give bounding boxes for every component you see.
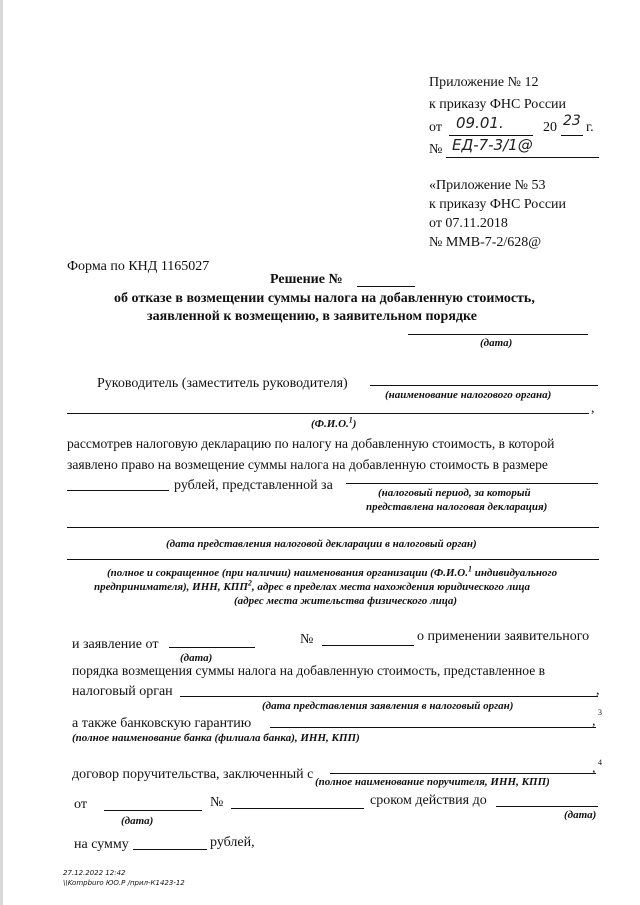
contract-date-line <box>104 810 202 811</box>
decision-date-caption: (дата) <box>480 337 513 349</box>
order-year-suffix: г. <box>586 120 594 135</box>
organization-caption-2b: , адрес в пределах места нахождения юридического лица <box>251 581 531 593</box>
organization-footnote-mark-1: 1 <box>467 564 472 574</box>
order-number-handwritten: ЕД-7-3/1@ <box>452 136 533 154</box>
appendix-title: Приложение № 12 <box>429 75 539 90</box>
submission-date-line <box>67 527 599 528</box>
tax-period-caption-1: (налоговый период, за который <box>378 487 531 499</box>
organization-caption-1 <box>107 564 558 580</box>
bank-guarantee-label: а также банковскую гарантию <box>72 716 252 731</box>
organization-footnote-mark-2: 2 <box>247 578 252 588</box>
head-label: Руководитель (заместитель руководителя) <box>97 376 348 391</box>
order-number-line <box>446 157 599 158</box>
fio-footnote-mark: 1 <box>348 415 353 425</box>
order-year-handwritten: 23 <box>563 113 581 129</box>
para2-line1: порядка возмещения суммы налога на добавленную стоимость, представленное в <box>72 663 546 678</box>
fio-caption <box>311 415 357 431</box>
validity-date-caption: (дата) <box>564 809 597 821</box>
bank-caption: (полное наименование банка (филиала банка), ИНН, КПП) <box>72 732 360 744</box>
application-date-caption: (дата) <box>180 652 213 664</box>
form-knd: Форма по КНД 1165027 <box>67 259 210 274</box>
validity-label: сроком действия до <box>370 793 487 808</box>
surety-contract-label: договор поручительства, заключенный с <box>72 767 314 782</box>
contract-number-sign: № <box>210 795 224 810</box>
surety-footnote-mark: 4 <box>598 758 602 767</box>
organization-caption-1a: (полное и сокращенное (при наличии) наименования организации (Ф.И.О. <box>107 567 468 579</box>
surety-caption: (полное наименование поручителя, ИНН, КПП) <box>315 776 550 788</box>
previous-order-date: от 07.11.2018 <box>429 216 508 231</box>
validity-line <box>496 806 598 807</box>
application-about: о применении заявительного <box>417 629 590 644</box>
bank-footnote-mark: 3 <box>598 708 602 717</box>
order-year-prefix: 20 <box>543 120 557 135</box>
previous-order-reference: к приказу ФНС России <box>429 197 567 212</box>
contract-number-line <box>231 808 364 809</box>
bank-line <box>270 727 596 728</box>
fio-line <box>67 413 589 414</box>
footer-file-reference: \\Kompburo ЮО.Р /прил-К1423-12 <box>63 879 185 887</box>
sum-label: на сумму <box>74 837 129 852</box>
bank-comma: , <box>592 714 596 729</box>
sum-line <box>133 849 207 850</box>
surety-comma: , <box>592 761 596 776</box>
rubles-comma-label: рублей, <box>210 835 255 850</box>
application-date-line <box>169 647 255 648</box>
surety-line <box>330 773 596 774</box>
order-year-line <box>561 135 583 136</box>
application-submission-caption: (дата представления заявления в налоговый орган) <box>262 700 514 712</box>
decision-title-line1: об отказе в возмещении суммы налога на добавленную стоимость, <box>114 291 535 306</box>
scan-edge <box>0 0 3 905</box>
decision-label: Решение № <box>270 272 343 287</box>
application-comma: , <box>596 683 600 698</box>
tax-authority-line <box>370 385 598 386</box>
tax-authority-caption: (наименование налогового органа) <box>385 389 552 401</box>
application-from: и заявление от <box>72 637 159 652</box>
previous-appendix-title: «Приложение № 53 <box>429 178 546 193</box>
application-number-line <box>322 645 414 646</box>
order-number-prefix: № <box>429 142 443 157</box>
amount-line <box>67 490 169 491</box>
footer-timestamp: 27.12.2022 12:42 <box>63 869 126 877</box>
submission-date-caption: (дата представления налоговой декларации в налоговый орган) <box>166 538 477 550</box>
organization-caption-1b: индивидуального <box>471 567 558 579</box>
previous-order-number: № ММВ-7-2/628@ <box>429 235 542 250</box>
decision-date-line <box>408 334 588 335</box>
para1-line1: рассмотрев налоговую декларацию по налогу на добавленную стоимость, в которой <box>67 436 555 451</box>
decision-number-line <box>357 286 415 287</box>
order-date-handwritten: 09.01. <box>456 114 504 132</box>
fio-caption-close: ) <box>352 418 357 430</box>
contract-date-caption: (дата) <box>121 815 154 827</box>
tax-period-line <box>346 483 598 484</box>
organization-caption-3: (адрес места жительства физического лица) <box>234 595 458 607</box>
application-submission-line <box>180 696 598 697</box>
decision-title-line2: заявленной к возмещению, в заявительном порядке <box>147 309 477 324</box>
organization-caption-2 <box>94 578 531 594</box>
rubles-presented: рублей, представленной за <box>174 478 333 493</box>
application-number-sign: № <box>300 632 314 647</box>
fio-comma: , <box>591 401 595 416</box>
order-reference: к приказу ФНС России <box>429 97 567 112</box>
order-date-prefix: от <box>429 120 442 135</box>
organization-caption-2a: предпринимателя), ИНН, КПП <box>94 581 248 593</box>
fio-caption-text: (Ф.И.О. <box>311 418 349 430</box>
para1-line2: заявлено право на возмещение суммы налога на добавленную стоимость в размере <box>67 457 548 472</box>
organization-line <box>67 559 599 560</box>
contract-from-label: от <box>74 797 87 812</box>
para2-line2: налоговый орган <box>72 684 173 699</box>
tax-period-caption-2: представлена налоговая декларация) <box>366 501 548 513</box>
